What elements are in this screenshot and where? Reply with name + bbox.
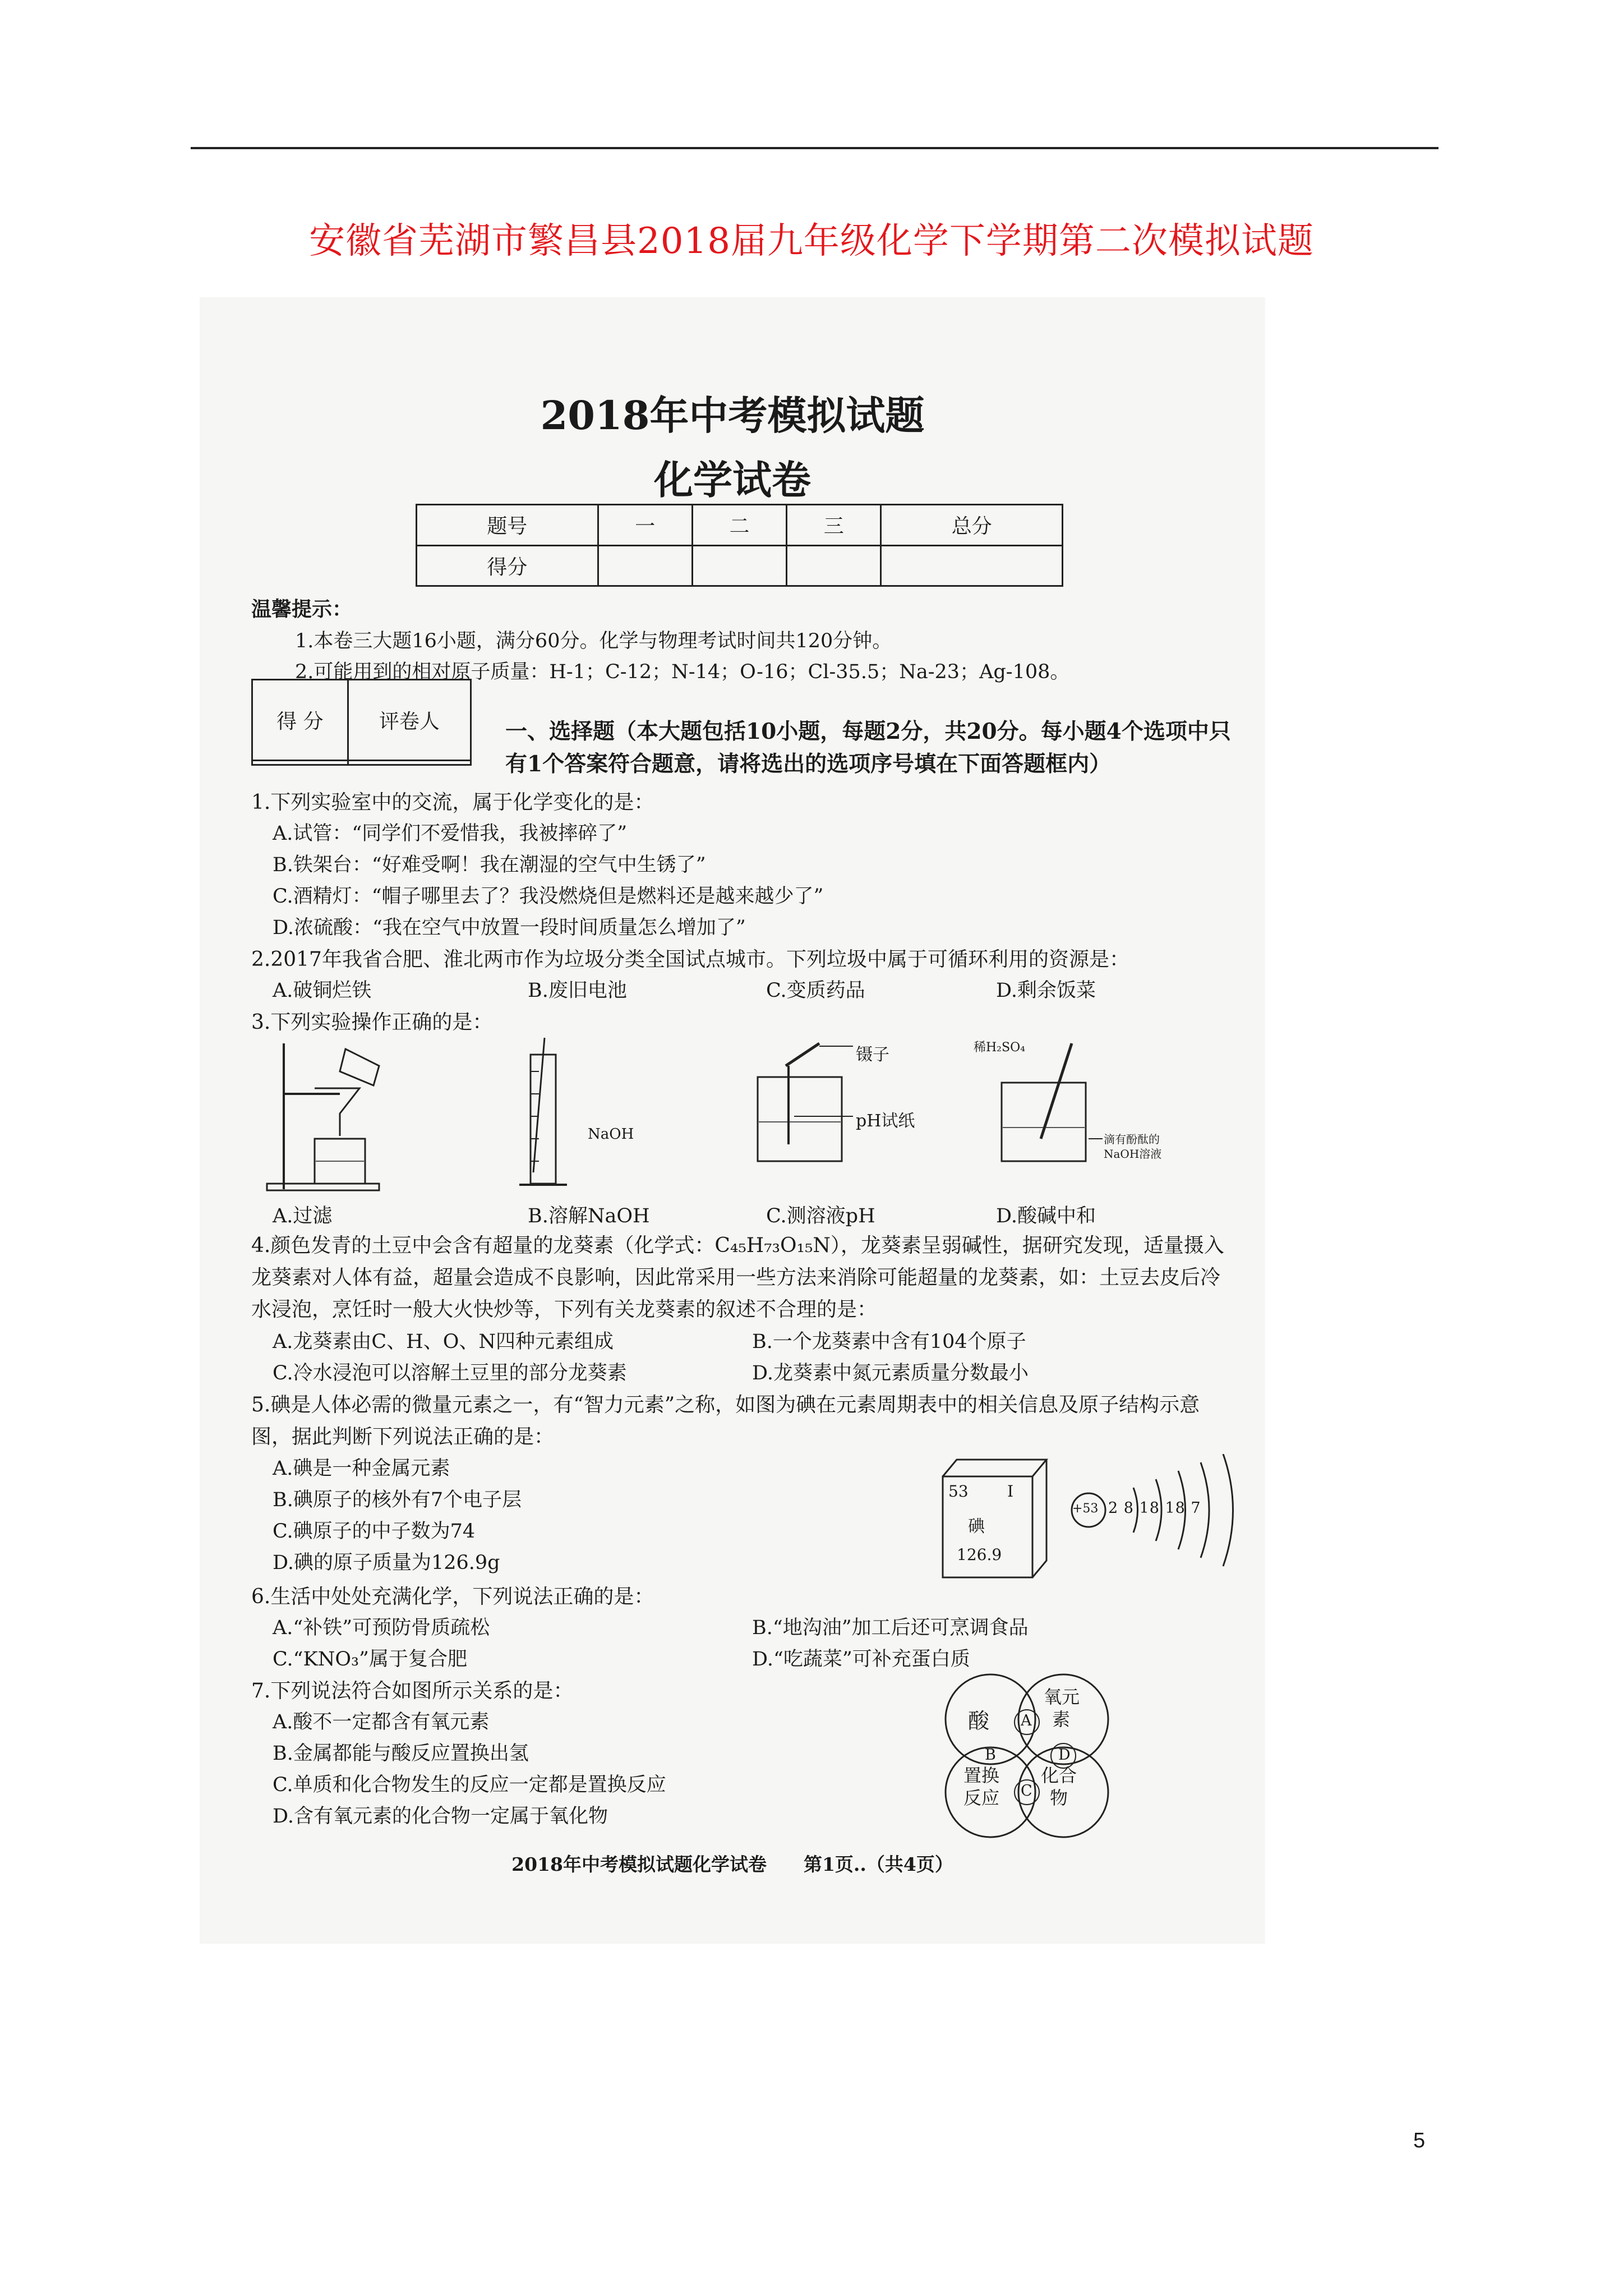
question-2-option-c: C.变质药品 <box>766 979 865 1002</box>
question-3-stem: 3.下列实验操作正确的是： <box>251 1011 493 1034</box>
iodine-symbol: I <box>1007 1482 1014 1501</box>
question-1-option-b: B.铁架台：“好难受啊！我在潮湿的空气中生锈了” <box>273 854 706 876</box>
tips-label: 温馨提示： <box>251 597 353 621</box>
question-7-option-a: A.酸不一定都含有氧元素 <box>273 1711 490 1733</box>
dilute-acid-label: 稀H₂SO₄ <box>974 1041 1025 1055</box>
base-solution-label: 滴有酚酞的NaOH溶液 <box>1104 1133 1162 1161</box>
score-header-cell: 总分 <box>881 505 1063 546</box>
venn-oxygen-1: 氧元 <box>1044 1686 1080 1708</box>
score-table <box>416 504 1063 587</box>
question-5-option-a: A.碘是一种金属元素 <box>273 1457 450 1480</box>
grader-table <box>251 679 472 766</box>
question-1-option-c: C.酒精灯：“帽子哪里去了？我没燃烧但是燃料还是越来越少了” <box>273 885 824 908</box>
exam-title-main: 2018年中考模拟试题 <box>540 392 925 439</box>
venn-replacement-1: 置换 <box>963 1765 1000 1786</box>
top-rule <box>191 147 1438 149</box>
grader-name-label: 评卷人 <box>348 680 471 761</box>
iodine-name: 碘 <box>968 1517 985 1536</box>
venn-oxygen-2: 素 <box>1052 1709 1071 1730</box>
iodine-atomic-mass: 126.9 <box>957 1545 1002 1564</box>
grader-cell <box>348 761 471 765</box>
question-3-option-d: D.酸碱中和 <box>996 1205 1096 1227</box>
question-6-option-a: A.“补铁”可预防骨质疏松 <box>273 1617 490 1639</box>
question-3-option-b: B.溶解NaOH <box>528 1205 650 1227</box>
question-6-stem: 6.生活中处处充满化学，下列说法正确的是： <box>251 1585 654 1608</box>
score-row-label: 得分 <box>417 545 598 586</box>
venn-compound-1: 化合 <box>1041 1765 1077 1786</box>
score-header-cell: 三 <box>787 505 881 546</box>
question-4-stem: 4.颜色发青的土豆中会含有超量的龙葵素（化学式：C₄₅H₇₃O₁₅N），龙葵素呈弱碱性，据研究发现，适量摄入龙葵素对人体有益，超量会造成不良影响，因此常采用一些方法来消除可能超量的龙葵素，如：土豆去皮后冷水浸泡，烹饪时一般大火快炒等，下列有关龙葵素的叙述不合理的是： <box>251 1234 1224 1321</box>
venn-label-d: D <box>1058 1746 1071 1764</box>
question-5-option-c: C.碘原子的中子数为74 <box>273 1520 476 1543</box>
tip-item: 1.本卷三大题16小题，满分60分。化学与物理考试时间共120分钟。 <box>295 630 892 652</box>
question-7-option-c: C.单质和化合物发生的反应一定都是置换反应 <box>273 1774 666 1796</box>
question-2-option-a: A.破铜烂铁 <box>273 979 372 1002</box>
question-7-option-d: D.含有氧元素的化合物一定属于氧化物 <box>273 1805 608 1828</box>
document-title: 安徽省芜湖市繁昌县2018届九年级化学下学期第二次模拟试题 <box>309 220 1314 262</box>
question-4-option-b: B.一个龙葵素中含有104个原子 <box>752 1331 1026 1353</box>
question-5-option-b: B.碘原子的核外有7个电子层 <box>273 1489 522 1511</box>
question-6-option-d: D.“吃蔬菜”可补充蛋白质 <box>752 1648 970 1671</box>
venn-label-b: B <box>985 1746 996 1764</box>
question-3-option-a: A.过滤 <box>273 1205 333 1227</box>
score-header-cell: 题号 <box>417 505 598 546</box>
question-4-option-c: C.冷水浸泡可以溶解土豆里的部分龙葵素 <box>273 1362 627 1384</box>
question-1-option-d: D.浓硫酸：“我在空气中放置一段时间质量怎么增加了” <box>273 917 746 939</box>
ph-paper-label: pH试纸 <box>856 1111 915 1131</box>
score-cell <box>692 545 786 586</box>
question-7-stem: 7.下列说法符合如图所示关系的是： <box>251 1680 574 1703</box>
venn-acid: 酸 <box>968 1709 990 1733</box>
score-header-cell: 一 <box>598 505 692 546</box>
tweezers-label: 镊子 <box>856 1045 889 1065</box>
graduated-cylinder-figure <box>497 1032 609 1195</box>
naoh-label: NaOH <box>588 1126 634 1143</box>
question-7-option-b: B.金属都能与酸反应置换出氢 <box>273 1742 529 1765</box>
question-2-option-d: D.剩余饭菜 <box>996 979 1096 1002</box>
venn-label-a: A <box>1021 1712 1032 1729</box>
question-3-option-c: C.测溶液pH <box>766 1205 875 1227</box>
iodine-electron-shells: 2 8 18 18 7 <box>1108 1499 1201 1517</box>
filtration-apparatus-figure <box>261 1032 407 1195</box>
page-number: 5 <box>1413 2129 1426 2152</box>
venn-diagram <box>934 1666 1125 1857</box>
score-cell <box>881 545 1063 586</box>
question-6-option-b: B.“地沟油”加工后还可烹调食品 <box>752 1617 1029 1639</box>
venn-compound-2: 物 <box>1050 1787 1068 1809</box>
question-4-option-a: A.龙葵素由C、H、O、N四种元素组成 <box>273 1331 614 1353</box>
tip-item: 2.可能用到的相对原子质量：H-1；C-12；N-14；O-16；Cl-35.5；Na-23；Ag-108。 <box>295 661 1070 683</box>
score-cell <box>598 545 692 586</box>
venn-label-c: C <box>1021 1782 1032 1800</box>
question-1-option-a: A.试管：“同学们不爱惜我，我被摔碎了” <box>273 822 628 845</box>
grader-score-label: 得 分 <box>252 680 348 761</box>
question-1-stem: 1.下列实验室中的交流，属于化学变化的是： <box>251 791 654 814</box>
question-2-option-b: B.废旧电池 <box>528 979 627 1002</box>
neutralization-figure <box>968 1032 1136 1195</box>
question-5-option-d: D.碘的原子质量为126.9g <box>273 1552 500 1574</box>
exam-title-sub: 化学试卷 <box>654 457 811 503</box>
question-4-option-d: D.龙葵素中氮元素质量分数最小 <box>752 1362 1029 1384</box>
question-2-stem: 2.2017年我省合肥、淮北两市作为垃圾分类全国试点城市。下列垃圾中属于可循环利用的资源是： <box>251 948 1129 971</box>
venn-replacement-2: 反应 <box>963 1787 1000 1809</box>
score-cell <box>787 545 881 586</box>
iodine-atomic-number: 53 <box>948 1482 969 1501</box>
question-5-stem: 5.碘是人体必需的微量元素之一，有“智力元素”之称，如图为碘在元素周期表中的相关信息及原子结构示意图，据此判断下列说法正确的是： <box>251 1393 1200 1448</box>
question-6-option-c: C.“KNO₃”属于复合肥 <box>273 1648 467 1671</box>
scanned-exam-page <box>200 297 1265 1944</box>
iodine-nucleus: +53 <box>1072 1502 1099 1516</box>
score-header-cell: 二 <box>692 505 786 546</box>
exam-page-footer: 2018年中考模拟试题化学试卷 第1页..（共4页） <box>511 1853 953 1875</box>
section-heading: 一、选择题（本大题包括10小题，每题2分，共20分。每小题4个选项中只有1个答案符合题意，请将选出的选项序号填在下面答题框内） <box>505 719 1231 777</box>
grader-cell <box>252 761 348 765</box>
